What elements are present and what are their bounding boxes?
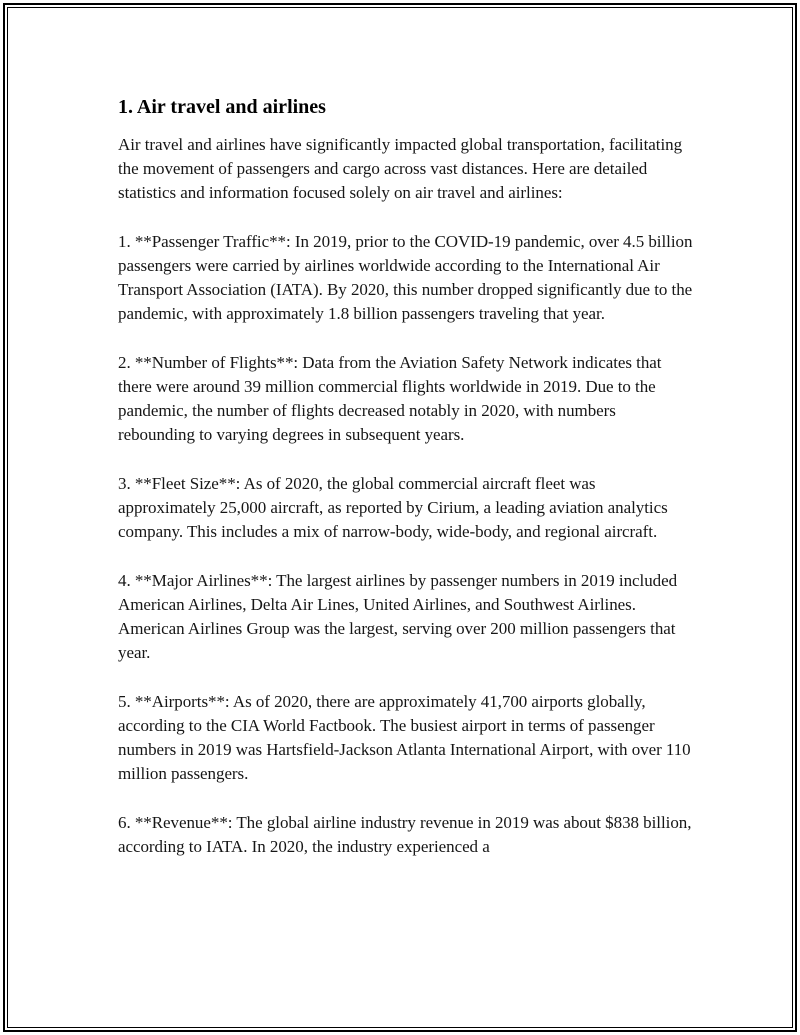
section-heading: 1. Air travel and airlines (118, 96, 326, 118)
revenue-paragraph: 6. **Revenue**: The global airline industry revenue in 2019 was about $838 billion, according to IATA. In 2020, the industry experienced a (118, 812, 692, 856)
fleet-size-paragraph: 3. **Fleet Size**: As of 2020, the global commercial aircraft fleet was approximately 25,000 aircraft, as reported by Cirium, a leading aviation analytics company. This includes a mix of narrow-body, wide-body, and regional aircraft. (118, 473, 668, 542)
airports-paragraph: 5. **Airports**: As of 2020, there are approximately 41,700 airports globally, according to the CIA World Factbook. The busiest airport in terms of passenger numbers in 2019 was Hartsfield-Jackson Atlanta International Airport, with over 110 million passengers. (118, 691, 691, 784)
document-body (118, 94, 693, 883)
intro-paragraph: Air travel and airlines have significantly impacted global transportation, facilitating the movement of passengers and cargo across vast distances. Here are detailed statistics and information focused solely on air travel and airlines: (118, 135, 683, 203)
major-airlines-paragraph: 4. **Major Airlines**: The largest airlines by passenger numbers in 2019 included American Airlines, Delta Air Lines, United Airlines, and Southwest Airlines. American Airlines Group was the largest, serving over 200 million passengers that year. (118, 570, 678, 663)
passenger-traffic-paragraph: 1. **Passenger Traffic**: In 2019, prior to the COVID-19 pandemic, over 4.5 billion passengers were carried by airlines worldwide according to the International Air Transport Association (IATA). By 2020, this number dropped significantly due to the pandemic, with approximately 1.8 billion passengers traveling that year. (118, 231, 693, 324)
number-of-flights-paragraph: 2. **Number of Flights**: Data from the Aviation Safety Network indicates that there were around 39 million commercial flights worldwide in 2019. Due to the pandemic, the number of flights decreased notably in 2020, with numbers rebounding to varying degrees in subsequent years. (118, 352, 662, 445)
